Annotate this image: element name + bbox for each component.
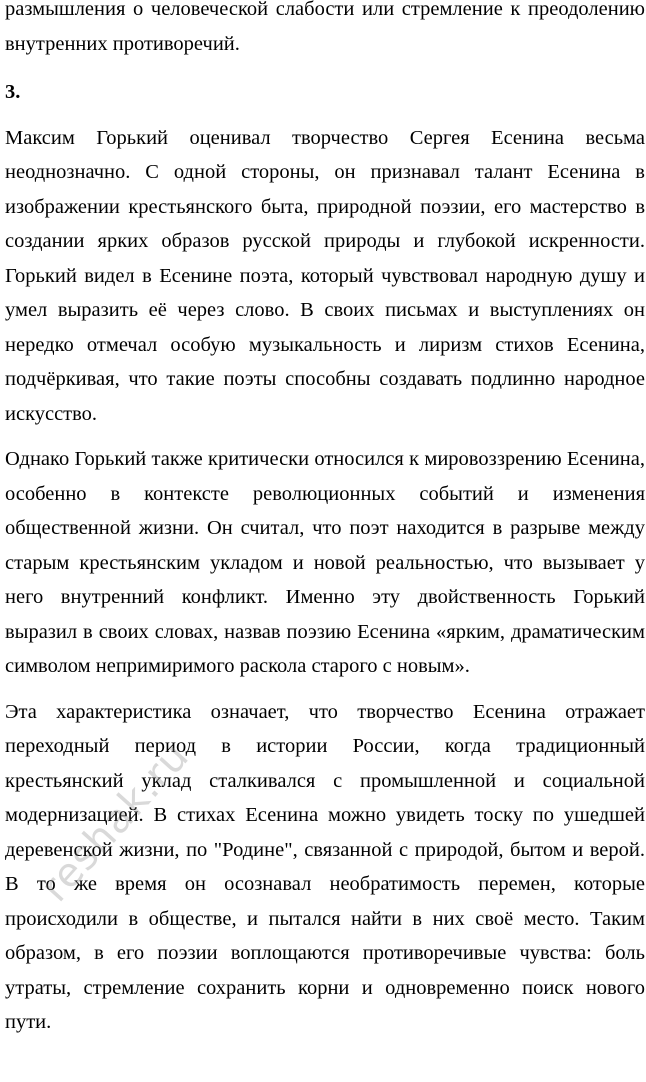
document-page xyxy=(5,0,645,1040)
paragraph-characteristic-meaning: Эта характеристика означает, что творчество Есенина отражает переходный период в истории России, когда традиционный крестьянский уклад сталкивался с промышленной и социальной модернизацией. В стихах Есенина можно увидеть тоску по ушедшей деревенской жизни, по "Родине", связанной с природой, бытом и верой. В то же время он осознавал необратимость перемен, которые происходили в обществе, и пытался найти в них своё место. Таким образом, в его поэзии воплощаются противоречивые чувства: боль утраты, стремление сохранить корни и одновременно поиск нового пути. xyxy=(5,700,645,1033)
paragraph-gorky-criticism: Однако Горький также критически относился к мировоззрению Есенина, особенно в контексте революционных событий и изменения общественной жизни. Он считал, что поэт находится в разрыве между старым крестьянским укладом и новой реальностью, что вызывает у него внутренний конфликт. Именно эту двойственность Горький выразил в своих словах, назвав поэзию Есенина «ярким, драматическим символом непримиримого раскола старого с новым». xyxy=(5,448,645,677)
watermark: reshak.ru xyxy=(32,733,199,911)
lead-paragraph: размышления о человеческой слабости или стремление к преодолению внутренних противоречий. xyxy=(5,0,645,55)
paragraph-gorky-assessment: Максим Горький оценивал творчество Сергея Есенина весьма неоднозначно. С одной стороны, он признавал талант Есенина в изображении крестьянского быта, природной поэзии, его мастерство в создании ярких образов русской природы и глубокой искренности. Горький видел в Есенине поэта, который чувствовал народную душу и умел выразить её через слово. В своих письмах и выступлениях он нередко отмечал особую музыкальность и лиризм стихов Есенина, подчёркивая, что такие поэты способны создавать подлинно народное искусство. xyxy=(5,126,645,425)
section-number: 3. xyxy=(5,81,21,103)
